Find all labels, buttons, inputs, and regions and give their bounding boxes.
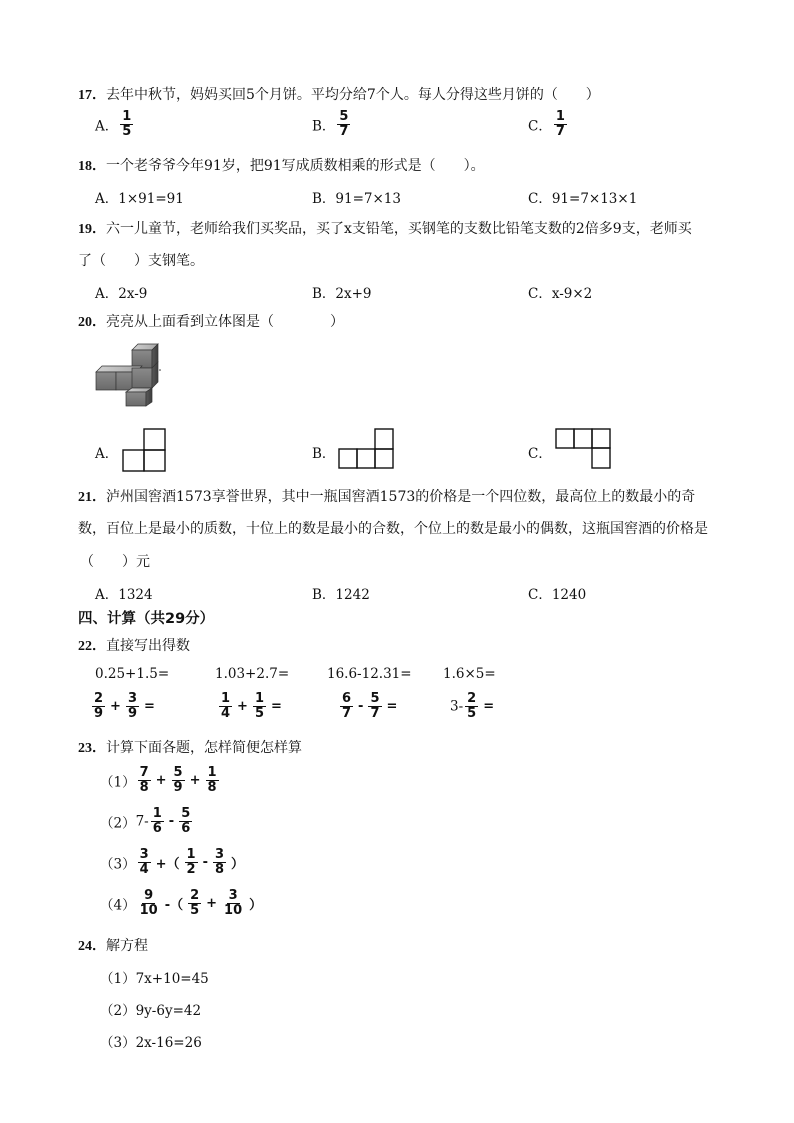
mental-calc-3: 16.6-12.31= xyxy=(327,666,412,682)
equation-2: （2）9y-6y=42 xyxy=(100,1003,202,1019)
denominator: 9 xyxy=(173,780,183,795)
problem-label: （4） xyxy=(100,897,136,914)
calc-problem-1 xyxy=(100,766,221,795)
option-b: B． xyxy=(312,446,336,462)
fraction xyxy=(179,807,192,836)
denominator: 9 xyxy=(94,706,104,721)
numerator: 5 xyxy=(181,806,191,821)
question-number: 24． xyxy=(78,939,106,954)
operator: - xyxy=(358,699,364,714)
option-b: B．91=7×13 xyxy=(312,191,401,207)
denominator: 7 xyxy=(370,706,380,721)
close-paren: ） xyxy=(231,857,245,872)
question-number: 21． xyxy=(78,490,106,505)
question-20 xyxy=(78,311,344,331)
option-label: C． xyxy=(528,118,552,135)
denominator: 4 xyxy=(221,706,231,721)
numerator: 2 xyxy=(94,691,104,706)
option-c: C．91=7×13×1 xyxy=(528,191,638,207)
equals-sign: = xyxy=(144,699,155,714)
mental-calc-2: 1.03+2.7= xyxy=(215,666,290,682)
equation-1: （1）7x+10=45 xyxy=(100,971,209,987)
question-text: 解方程 xyxy=(106,938,148,954)
numerator: 1 xyxy=(221,691,231,706)
fraction-calc-1 xyxy=(90,692,158,721)
numerator: 3 xyxy=(127,691,137,706)
numerator: 1 xyxy=(152,806,162,821)
close-paren: ） xyxy=(249,898,263,913)
equals-sign: = xyxy=(271,699,282,714)
fraction xyxy=(253,692,266,721)
denominator: 10 xyxy=(224,903,243,918)
denominator: 4 xyxy=(139,862,149,877)
denominator: 5 xyxy=(254,706,264,721)
problem-label: （2） xyxy=(100,815,136,832)
option-a: A．1×91=91 xyxy=(95,191,184,207)
operator: + xyxy=(110,699,121,714)
numerator: 5 xyxy=(173,765,183,780)
question-17 xyxy=(78,84,600,104)
question-19 xyxy=(78,218,692,238)
fraction xyxy=(368,692,381,721)
denominator: 6 xyxy=(152,821,162,836)
question-23 xyxy=(78,737,302,757)
question-text: 一个老爷爷今年91岁，把91写成质数相乘的形式是（ ）。 xyxy=(106,158,485,174)
denominator: 7 xyxy=(339,124,349,139)
question-number: 19． xyxy=(78,222,106,237)
denominator: 6 xyxy=(181,821,191,836)
numerator: 9 xyxy=(144,888,154,903)
denominator: 10 xyxy=(139,903,158,918)
fraction xyxy=(120,110,133,139)
question-text-line1: 泸州国窖酒1573享誉世界，其中一瓶国窖酒1573的价格是一个四位数，最高位上的数最小的奇 xyxy=(106,489,696,505)
denominator: 8 xyxy=(207,780,217,795)
fraction xyxy=(126,692,139,721)
fraction xyxy=(213,848,226,877)
numerator: 5 xyxy=(370,691,380,706)
question-number: 18． xyxy=(78,159,106,174)
question-text: 亮亮从上面看到立体图是（ ） xyxy=(106,314,344,330)
question-text-line2: 了（ ）支钢笔。 xyxy=(78,253,204,269)
question-text-line2: 数，百位上是最小的质数，十位上的数是最小的合数，个位上的数是最小的偶数，这瓶国窖酒的价格是 xyxy=(78,521,708,537)
denominator: 7 xyxy=(342,706,352,721)
numerator: 7 xyxy=(139,765,149,780)
fraction xyxy=(188,889,201,918)
denominator: 8 xyxy=(139,780,149,795)
denominator: 7 xyxy=(555,124,565,139)
problem-label: （1） xyxy=(100,774,136,791)
equals-sign: = xyxy=(386,699,398,714)
numerator: 2 xyxy=(467,691,477,706)
question-text-line3: （ ）元 xyxy=(80,554,150,570)
denominator: 5 xyxy=(467,706,477,721)
numerator: 3 xyxy=(215,847,225,862)
numerator: 3 xyxy=(228,888,238,903)
fraction xyxy=(185,848,198,877)
whole-number-minus: 3- xyxy=(450,698,464,715)
question-number: 22． xyxy=(78,639,106,654)
question-number: 20． xyxy=(78,315,106,330)
numerator: 5 xyxy=(339,109,349,124)
fraction xyxy=(222,889,244,918)
denominator: 9 xyxy=(127,706,137,721)
operator: + xyxy=(237,699,248,714)
whole-number-minus: 7- xyxy=(135,813,149,830)
denominator: 8 xyxy=(215,862,225,877)
question-21 xyxy=(78,486,695,506)
fraction xyxy=(554,110,567,139)
question-18 xyxy=(78,155,485,175)
question-number: 23． xyxy=(78,741,106,756)
option-a: A．1324 xyxy=(95,587,153,603)
option-b: B．1242 xyxy=(312,587,370,603)
option-c: C．1240 xyxy=(528,587,587,603)
operator: -（ xyxy=(164,898,184,913)
option-a xyxy=(95,110,135,139)
question-text: 直接写出得数 xyxy=(106,638,190,654)
fraction xyxy=(138,766,151,795)
fraction xyxy=(219,692,232,721)
fraction xyxy=(340,692,353,721)
question-22 xyxy=(78,635,190,655)
fraction xyxy=(172,766,185,795)
operator: +（ xyxy=(155,857,180,872)
fraction xyxy=(151,807,164,836)
fraction xyxy=(138,848,151,877)
equation-3: （3）2x-16=26 xyxy=(100,1035,202,1051)
operator: - xyxy=(168,814,175,829)
question-text: 计算下面各题，怎样简便怎样算 xyxy=(106,740,302,756)
mental-calc-1: 0.25+1.5= xyxy=(95,666,170,682)
option-b: B．2x+9 xyxy=(312,286,372,302)
section-heading: 四、计算（共29分） xyxy=(78,611,215,627)
option-c: C．x-9×2 xyxy=(528,286,593,302)
numerator: 1 xyxy=(122,109,132,124)
numerator: 1 xyxy=(207,765,217,780)
option-a: A．2x-9 xyxy=(95,286,148,302)
fraction-calc-2 xyxy=(217,692,285,721)
numerator: 1 xyxy=(254,691,264,706)
calc-problem-3 xyxy=(100,848,247,877)
numerator: 6 xyxy=(342,691,352,706)
option-label: A． xyxy=(95,118,119,135)
option-a: A． xyxy=(95,446,119,462)
fraction xyxy=(92,692,105,721)
option-a-top-view-grid xyxy=(122,428,168,472)
question-24 xyxy=(78,935,148,955)
option-c xyxy=(528,110,569,139)
numerator: 3 xyxy=(139,847,149,862)
option-c: C． xyxy=(528,446,552,462)
calc-problem-4 xyxy=(100,889,265,918)
option-b-top-view-grid xyxy=(337,428,395,470)
denominator: 5 xyxy=(190,903,200,918)
operator: - xyxy=(202,855,208,870)
question-text-line1: 六一儿童节，老师给我们买奖品，买了x支铅笔，买钢笔的支数比铅笔支数的2倍多9支，老师买 xyxy=(106,221,692,237)
problem-label: （3） xyxy=(100,856,136,873)
fraction xyxy=(465,692,478,721)
fraction xyxy=(337,110,350,139)
question-number: 17． xyxy=(78,88,106,103)
fraction xyxy=(206,766,219,795)
denominator: 2 xyxy=(186,862,196,877)
option-b xyxy=(312,110,352,139)
operator: + xyxy=(206,896,218,911)
mental-calc-4: 1.6×5= xyxy=(443,666,496,682)
numerator: 1 xyxy=(555,109,565,124)
option-label: B． xyxy=(312,118,336,135)
equals-sign: = xyxy=(483,699,495,714)
numerator: 1 xyxy=(186,847,196,862)
operator: + xyxy=(189,773,201,788)
option-c-top-view-grid xyxy=(554,428,612,470)
fraction-calc-4 xyxy=(450,692,497,721)
operator: + xyxy=(155,773,167,788)
cube-solid-figure xyxy=(92,340,172,410)
calc-problem-2 xyxy=(100,807,194,836)
fraction xyxy=(138,889,160,918)
numerator: 2 xyxy=(190,888,200,903)
denominator: 5 xyxy=(122,124,132,139)
question-text: 去年中秋节，妈妈买回5个月饼。平均分给7个人。每人分得这些月饼的（ ） xyxy=(106,87,600,103)
fraction-calc-3 xyxy=(338,692,400,721)
